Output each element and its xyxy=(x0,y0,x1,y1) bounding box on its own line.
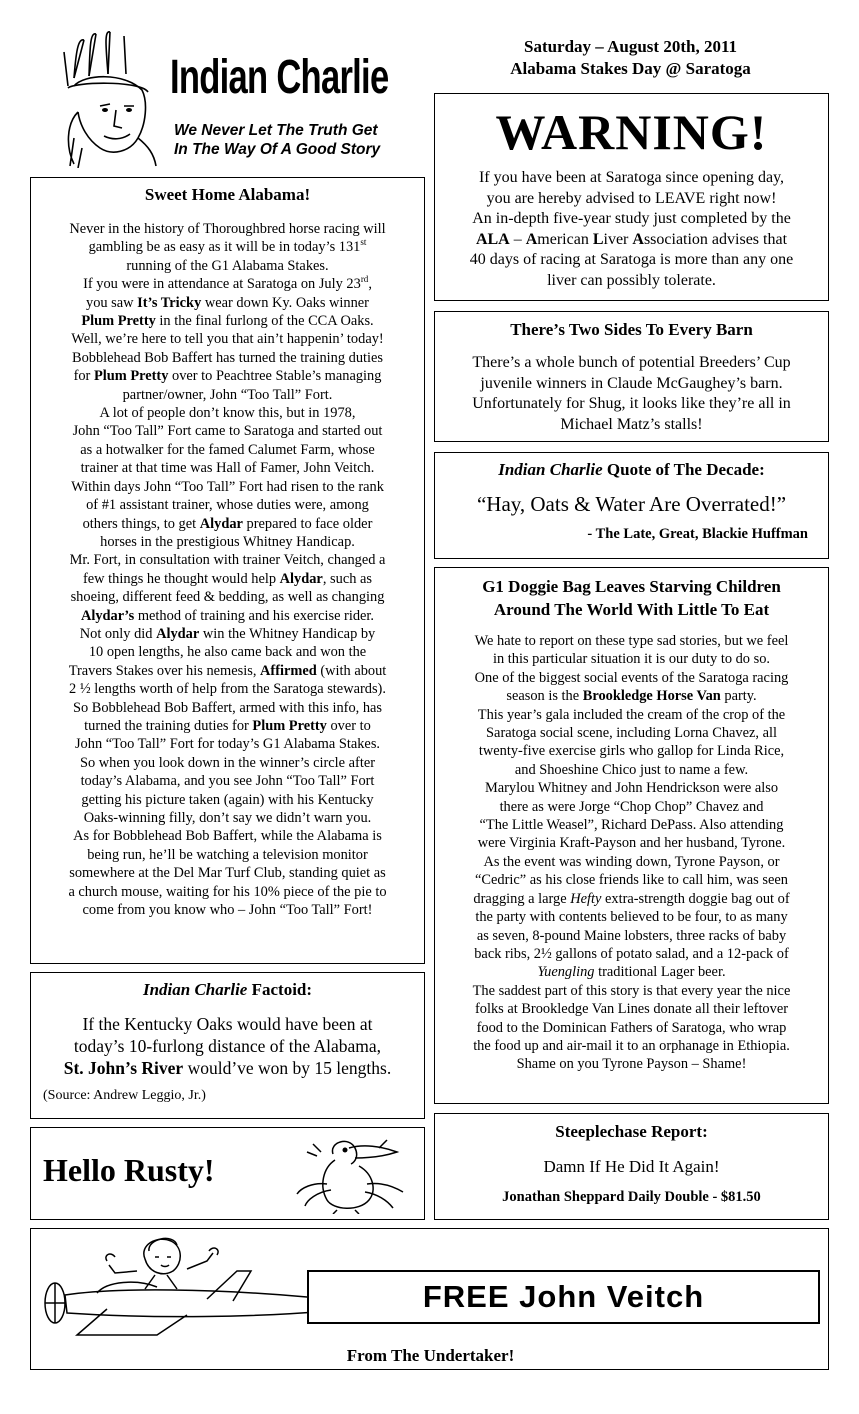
steeplechase-text: Damn If He Did It Again! xyxy=(543,1157,720,1176)
sweet-home-title: Sweet Home Alabama! xyxy=(144,185,311,204)
airplane-cartoon-icon xyxy=(37,1231,337,1341)
doggie-bag-line: One of the biggest social events of the Saratoga racing xyxy=(474,669,789,686)
factoid-source: (Source: Andrew Leggio, Jr.) xyxy=(43,1088,206,1103)
sweet-home-line: for Plum Pretty over to Peachtree Stable’s managing xyxy=(73,368,382,385)
sweet-home-line: As for Bobblehead Bob Baffert, while the Alabama is xyxy=(73,828,382,845)
doggie-bag-line: dragging a large Hefty extra-strength doggie bag out of xyxy=(473,890,790,907)
sweet-home-line: 2 ½ lengths worth of help from the Saratoga stewards). xyxy=(69,681,386,698)
two-sides-line: Michael Matz’s stalls! xyxy=(560,415,703,433)
doggie-bag-line: Marylou Whitney and John Hendrickson were also xyxy=(484,780,779,797)
doggie-bag-line: The saddest part of this story is that every year the nice xyxy=(472,982,791,999)
doggie-bag-box xyxy=(434,567,829,1104)
sweet-home-line: running of the G1 Alabama Stakes. xyxy=(126,257,329,274)
issue-date: Saturday – August 20th, 2011 xyxy=(523,37,738,56)
doggie-bag-line: and Shoeshine Chico just to name a few. xyxy=(514,761,749,778)
sweet-home-line: Bobblehead Bob Baffert has turned the training duties xyxy=(71,349,384,366)
sweet-home-line: Not only did Alydar win the Whitney Handicap by xyxy=(79,625,376,642)
two-sides-box xyxy=(434,311,829,442)
sweet-home-line: turned the training duties for Plum Pretty over to xyxy=(84,717,371,734)
tagline-line-2: In The Way Of A Good Story xyxy=(174,141,381,158)
quote-title: Indian Charlie Quote of The Decade: xyxy=(498,460,765,479)
sweet-home-line: today’s Alabama, and you see John “Too Tall” Fort xyxy=(80,773,375,790)
doggie-bag-line: the food up and air-mail it to an orphanage in Ethiopia. xyxy=(473,1037,790,1054)
doggie-bag-line: there as were Jorge “Chop Chop” Chavez and xyxy=(499,798,764,815)
factoid-box xyxy=(30,972,425,1119)
doggie-bag-line: food to the Dominican Fathers of Saratoga, who wrap xyxy=(476,1019,787,1036)
banner-credit: From The Undertaker! xyxy=(346,1346,515,1365)
doggie-bag-line: “Cedric” as his close friends like to call him, was seen xyxy=(475,872,788,889)
quote-text: “Hay, Oats & Water Are Overrated!” xyxy=(476,492,787,516)
duck-cartoon-icon xyxy=(293,1134,411,1214)
sweet-home-line: a church mouse, waiting for his 10% piece of the pie to xyxy=(68,883,387,900)
issue-event: Alabama Stakes Day @ Saratoga xyxy=(510,59,751,78)
sweet-home-line: as a hotwalker for the famed Calumet Farm, whose xyxy=(80,441,375,458)
sweet-home-line: Alydar’s method of training and his exercise rider. xyxy=(80,607,375,624)
masthead-title: Indian Charlie xyxy=(170,51,389,104)
sweet-home-line: Well, we’re here to tell you that ain’t happenin’ today! xyxy=(71,331,384,348)
doggie-bag-line: Yuengling traditional Lager beer. xyxy=(537,964,726,981)
sweet-home-line: being run, he’ll be watching a television monitor xyxy=(87,846,368,863)
warning-line: liver can possibly tolerate. xyxy=(547,271,716,289)
sweet-home-line: 10 open lengths, he also came back and won the xyxy=(88,644,367,661)
doggie-bag-title-line: Around The World With Little To Eat xyxy=(493,600,770,619)
two-sides-line: There’s a whole bunch of potential Breeders’ Cup xyxy=(472,354,791,371)
free-veitch-sign-text: FREE John Veitch xyxy=(422,1279,705,1314)
sweet-home-line: come from you know who – John “Too Tall” Fort! xyxy=(82,902,373,919)
sweet-home-line: of #1 assistant trainer, whose duties were, among xyxy=(86,497,369,514)
sweet-home-line: getting his picture taken (again) with his Kentucky xyxy=(81,791,374,808)
sweet-home-line: shoeing, different feed & bedding, as well as changing xyxy=(70,589,385,606)
steeplechase-daily-double: Jonathan Sheppard Daily Double - $81.50 xyxy=(502,1189,761,1205)
sweet-home-line: Never in the history of Thoroughbred horse racing will xyxy=(69,221,386,237)
free-veitch-sign xyxy=(307,1270,820,1324)
two-sides-body xyxy=(435,353,828,435)
warning-line: An in-depth five-year study just completed by the xyxy=(472,210,791,227)
sweet-home-line: you saw It’s Tricky wear down Ky. Oaks winner xyxy=(86,294,369,311)
factoid-line: today’s 10-furlong distance of the Alabama, xyxy=(73,1036,382,1056)
sweet-home-box xyxy=(30,177,425,964)
quote-attribution: - The Late, Great, Blackie Huffman xyxy=(587,526,808,542)
warning-line: you are hereby advised to LEAVE right now! xyxy=(486,189,777,207)
doggie-bag-line: the party with contents believed to be four, to as many xyxy=(475,909,788,926)
sweet-home-line: Mr. Fort, in consultation with trainer Veitch, changed a xyxy=(69,552,386,569)
sweet-home-line: Travers Stakes over his nemesis, Affirmed (with about xyxy=(68,662,387,679)
two-sides-title: There’s Two Sides To Every Barn xyxy=(510,320,753,339)
warning-line: ALA – American Liver Association advises that xyxy=(475,230,788,248)
steeplechase-box xyxy=(434,1113,829,1220)
doggie-bag-line: We hate to report on these type sad stories, but we feel xyxy=(474,633,789,649)
tagline-line-1: We Never Let The Truth Get xyxy=(174,122,378,139)
doggie-bag-line: as seven, 8-pound Maine lobsters, three racks of baby xyxy=(476,927,787,944)
doggie-bag-line: As the event was winding down, Tyrone Payson, or xyxy=(483,853,780,870)
sweet-home-line: So when you look down in the winner’s circle after xyxy=(79,754,376,771)
steeplechase-title: Steeplechase Report: xyxy=(555,1122,708,1141)
sweet-home-line: Plum Pretty in the final furlong of the CCA Oaks. xyxy=(81,313,374,330)
sweet-home-line: A lot of people don’t know this, but in 1978, xyxy=(99,405,356,422)
warning-title: WARNING! xyxy=(495,104,768,160)
free-veitch-box xyxy=(30,1228,829,1370)
hello-rusty-text: Hello Rusty! xyxy=(43,1152,215,1188)
factoid-line: If the Kentucky Oaks would have been at xyxy=(82,1014,373,1034)
doggie-bag-line: season is the Brookledge Horse Van party. xyxy=(506,688,757,705)
sweet-home-line: Oaks-winning filly, don’t say we didn’t warn you. xyxy=(83,810,372,826)
sweet-home-line: somewhere at the Del Mar Turf Club, standing quiet as xyxy=(69,865,386,882)
two-sides-line: Unfortunately for Shug, it looks like they’re all in xyxy=(472,395,791,412)
sweet-home-line: Within days John “Too Tall” Fort had risen to the rank xyxy=(71,478,384,495)
two-sides-line: juvenile winners in Claude McGaughey’s barn. xyxy=(480,374,783,392)
masthead-tagline xyxy=(174,121,380,159)
sweet-home-line: gambling be as easy as it will be in today’s 131st xyxy=(88,237,367,256)
sweet-home-line: partner/owner, John “Too Tall” Fort. xyxy=(122,386,333,403)
doggie-bag-line: twenty-five exercise girls who gallop for Linda Rice, xyxy=(478,743,785,760)
sweet-home-line: John “Too Tall” Fort for today’s G1 Alabama Stakes. xyxy=(74,736,381,753)
doggie-bag-title-line: G1 Doggie Bag Leaves Starving Children xyxy=(482,577,781,596)
sweet-home-line: few things he thought would help Alydar, such as xyxy=(82,570,372,587)
warning-box xyxy=(434,93,829,301)
doggie-bag-title xyxy=(435,575,828,621)
doggie-bag-line: Shame on you Tyrone Payson – Shame! xyxy=(516,1056,747,1073)
sweet-home-line: trainer at that time was Hall of Famer, John Veitch. xyxy=(80,460,375,477)
indian-chief-logo xyxy=(44,28,170,168)
sweet-home-line: John “Too Tall” Fort came to Saratoga and started out xyxy=(72,423,383,440)
sweet-home-line: others things, to get Alydar prepared to face older xyxy=(82,515,373,532)
sweet-home-line: If you were in attendance at Saratoga on July 23rd, xyxy=(83,274,372,293)
hello-rusty-box xyxy=(30,1127,425,1220)
sweet-home-line: So Bobblehead Bob Baffert, armed with this info, has xyxy=(72,699,383,716)
warning-line: 40 days of racing at Saratoga is more than any one xyxy=(469,251,794,268)
factoid-body xyxy=(31,1013,424,1079)
quote-box xyxy=(434,452,829,559)
doggie-bag-line: folks at Brookledge Van Lines donate all their leftover xyxy=(474,1001,789,1018)
doggie-bag-line: This year’s gala included the cream of the crop of the xyxy=(477,706,786,723)
warning-body xyxy=(435,168,828,291)
doggie-bag-body xyxy=(435,632,828,1074)
doggie-bag-line: were Virginia Kraft-Payson and her husband, Tyrone. xyxy=(477,835,786,852)
doggie-bag-line: Saratoga social scene, including Lorna Chavez, all xyxy=(486,725,777,742)
warning-line: If you have been at Saratoga since opening day, xyxy=(478,169,785,186)
doggie-bag-line: back ribs, 2½ gallons of potato salad, and a 12-pack of xyxy=(474,945,789,962)
sweet-home-line: horses in the prestigious Whitney Handicap. xyxy=(100,533,355,550)
factoid-line: St. John’s River would’ve won by 15 lengths. xyxy=(63,1058,392,1078)
factoid-title: Indian Charlie Factoid: xyxy=(142,980,313,999)
sweet-home-body xyxy=(31,220,424,919)
doggie-bag-line: “The Little Weasel”, Richard DePass. Also attending xyxy=(479,817,784,834)
doggie-bag-line: in this particular situation it is our duty to do so. xyxy=(493,651,770,668)
